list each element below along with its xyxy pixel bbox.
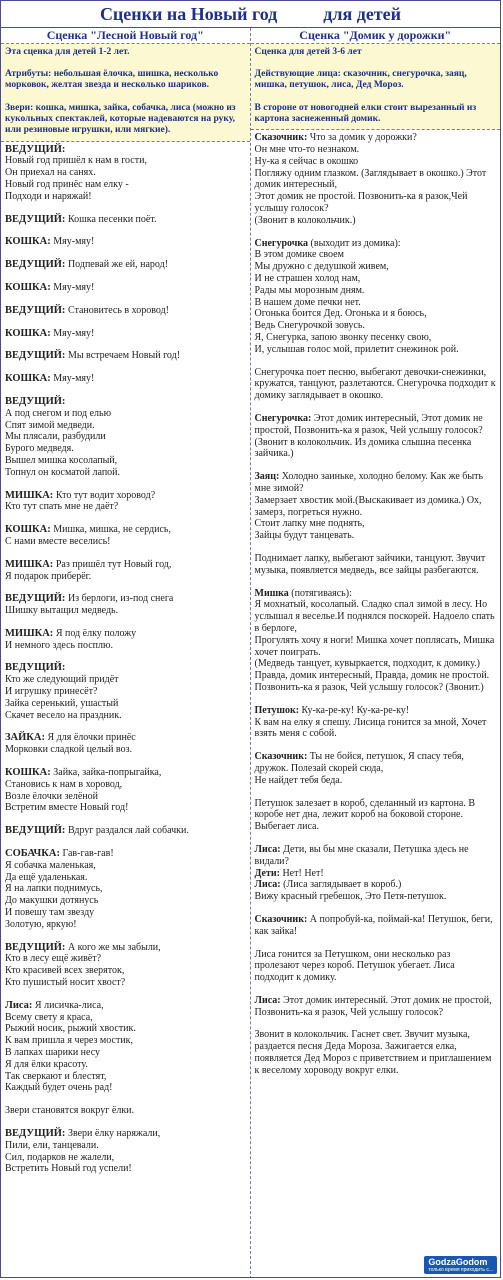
dialogue-line — [5, 1128, 246, 1140]
speaker-name: ВЕДУЩИЙ: — [5, 1127, 66, 1139]
verse-line: Рыжий носик, рыжий хвостик. — [5, 1023, 136, 1035]
verse-line: (Медведь танцует, кувыркается, подходит, к домику.) Правда, домик интересный, Правда, домик не простой. Позвонить-ка я разок, Чей услышу голосок? (Звонит.) — [254, 658, 490, 693]
verse-line: Не найдет тебя беда. — [254, 774, 343, 786]
dialogue-line — [255, 413, 497, 460]
speech-text: Мяу-мяу! — [53, 281, 95, 293]
dialogue-line — [255, 914, 497, 938]
speaker-name: Лиса: — [254, 994, 281, 1006]
speaker-name: Заяц: — [254, 471, 280, 483]
page-title-text: Сценки на Новый год — [99, 3, 278, 24]
dialogue-block — [255, 751, 497, 786]
verse-line: Я, Снегурка, запою звонку песенку свою, — [254, 332, 432, 344]
speech-text: (Лиса заглядывает в короб.) — [283, 879, 402, 891]
speech-text: Холодно заиньке, холодно белому. Как же быть мне зимой? — [254, 471, 484, 494]
verse-line: К вам пришла я через мостик, — [5, 1035, 134, 1047]
dialogue-line — [255, 868, 497, 880]
dialogue-block — [5, 593, 246, 617]
speech-text: Гав-гав-гав! — [62, 848, 114, 860]
dialogue-block — [5, 524, 246, 548]
verse-line: Новый год пришёл к нам в гости, — [5, 155, 147, 167]
speaker-name: Сказочник: — [254, 913, 308, 925]
dialogue-line — [5, 1000, 246, 1012]
dialogue-line — [5, 214, 246, 226]
dialogue-line — [255, 995, 497, 1019]
verse-line: Встретить Новый год успели! — [5, 1163, 132, 1175]
intro-paragraph: Звери: кошка, мишка, зайка, собачка, лиса (можно из кукольных спектаклей, которые надеваются на руку, или резиновые игрушки, или мягкие). — [5, 102, 236, 136]
speech-text: Поднимает лапку, выбегают зайчики, танцуют. Звучит музыка, появляется медведь, все зайцы разбегаются. — [254, 552, 486, 576]
speaker-name: Снегурочка — [254, 237, 309, 249]
verse-line: Стоит лапку мне поднять, — [254, 518, 365, 530]
dialogue-line — [5, 848, 246, 860]
dialogue-block — [5, 328, 246, 340]
speech-text: Из берлоги, из-под снега — [67, 593, 174, 605]
left-script — [1, 142, 250, 1189]
dialogue-block — [255, 413, 497, 460]
dialogue-block — [255, 238, 497, 356]
dialogue-block — [5, 350, 246, 362]
right-column-heading: Сценка "Домик у дорожки" — [251, 28, 501, 44]
dialogue-block — [5, 767, 246, 814]
speech-text: Петушок залезает в короб, сделанный из картона. В коробе нет дна, лежит короб на боковой стороне. Выбегает лиса. — [254, 797, 476, 833]
verse-line: Я на лапки поднимусь, — [5, 883, 103, 895]
verse-line: Спят зимой медведи. — [5, 419, 95, 431]
verse-line: К вам на елку я спешу. Лисица гонится за мной, Хочет взять меня с собой. — [254, 716, 487, 740]
verse-line: Кто пушистый носит хвост? — [5, 977, 126, 989]
speech-text: А попробуй-ка, поймай-ка! Петушок, беги, как зайка! — [254, 913, 493, 937]
verse-line: Так сверкают и блестят, — [5, 1070, 107, 1082]
verse-line: (Звонит в колокольчик.) — [254, 214, 356, 226]
verse-line: И немного здесь посплю. — [5, 639, 113, 651]
columns — [1, 28, 500, 1278]
dialogue-line — [5, 767, 246, 779]
speaker-name: ВЕДУЩИЙ: — [5, 143, 66, 155]
speaker-name: ВЕДУЩИЙ: — [5, 259, 66, 271]
speech-text: Мяу-мяу! — [53, 373, 95, 385]
page-title — [1, 1, 500, 28]
right-column — [251, 28, 501, 1278]
speaker-name: КОШКА: — [5, 524, 51, 536]
verse-line: Кто красивей всех зверяток, — [5, 965, 125, 977]
dialogue-line — [5, 259, 246, 271]
speech-text: Мяу-мяу! — [53, 236, 95, 248]
speaker-name: Дети: — [254, 867, 280, 879]
intro-paragraph: Действующие лица: сказочник, снегурочка, заяц, мишка, петушок, лиса, Дед Мороз. — [254, 69, 467, 91]
dialogue-line — [255, 238, 497, 250]
speech-text: Кто тут водит хоровод? — [55, 489, 156, 501]
dialogue-block — [5, 628, 246, 652]
verse-line: Золотую, яркую! — [5, 918, 77, 930]
dialogue-block — [5, 1105, 246, 1117]
speaker-name: Лиса: — [254, 879, 281, 891]
dialogue-line — [5, 732, 246, 744]
verse-line: И игрушку принесёт? — [5, 686, 98, 698]
verse-line: Рады мы морозным дням. — [254, 284, 365, 296]
speech-text: Мишка, мишка, не сердись, — [53, 524, 171, 536]
speaker-name: ВЕДУЩИЙ: — [5, 825, 66, 837]
dialogue-block — [5, 1128, 246, 1175]
speech-text: Становитесь в хоровод! — [67, 304, 170, 316]
verse-line: Вышел мишка косолапый, — [5, 454, 118, 466]
verse-line: Ну-ка я сейчас в окошко — [254, 155, 359, 167]
dialogue-line — [5, 144, 246, 156]
speaker-name: Снегурочка: — [254, 413, 312, 425]
dialogue-block — [255, 995, 497, 1019]
dialogue-block — [255, 132, 497, 226]
verse-line: Каждый будет очень рад! — [5, 1082, 113, 1094]
dialogue-block — [5, 282, 246, 294]
dialogue-block — [255, 914, 497, 938]
speaker-name: Сказочник: — [254, 132, 308, 144]
speaker-name: Лиса: — [5, 999, 33, 1011]
dialogue-block — [255, 798, 497, 833]
dialogue-block — [255, 705, 497, 740]
dialogue-line — [5, 305, 246, 317]
verse-line: В нашем доме печки нет. — [254, 296, 361, 308]
verse-line: Мы дружно с дедушкой живем, — [254, 261, 389, 273]
verse-line: Сил, подарков не жалели, — [5, 1151, 115, 1163]
dialogue-line — [5, 328, 246, 340]
speaker-name: КОШКА: — [5, 327, 51, 339]
dialogue-line — [255, 367, 497, 402]
verse-line: Ведь Снегурочкой зовусь. — [254, 320, 365, 332]
dialogue-block — [255, 588, 497, 694]
speech-text: Этот домик интересный. Этот домик не простой, Позвонить-ка я разок, Чей услышу голосок? — [254, 994, 492, 1018]
verse-line: Новый год принёс нам елку - — [5, 178, 129, 190]
speaker-name: КОШКА: — [5, 767, 51, 779]
speech-text: Нет! Нет! — [282, 867, 324, 879]
speech-text: Этот домик интересный, Этот домик не простой, Позвонить-ка я разок, Чей услышу голосок? (Звонит в колокольчик. Из домика слышна песенка зайчика.) — [254, 413, 483, 460]
verse-line: Бурого медведя. — [5, 443, 74, 455]
verse-line: Вижу красный гребешок, Это Петя-петушок. — [254, 891, 447, 903]
dialogue-line — [255, 949, 497, 984]
left-column — [1, 28, 251, 1278]
dialogue-line — [5, 628, 246, 640]
verse-line: В лапках шарики несу — [5, 1047, 101, 1058]
dialogue-line — [5, 559, 246, 571]
dialogue-line — [5, 373, 246, 385]
intro-paragraph: В стороне от новогодней елки стоит вырезанный из картона заснеженный домик. — [254, 102, 477, 124]
dialogue-line — [5, 236, 246, 248]
verse-line: Замерзает хвостик мой.(Выскакивает из домика.) Ох, замерз, погреться нужно. — [254, 494, 482, 518]
verse-line: Подходи и наряжай! — [5, 190, 92, 202]
dialogue-block — [255, 949, 497, 984]
verse-line: Морковки сладкой целый воз. — [5, 744, 133, 756]
left-intro-box — [1, 44, 250, 142]
speaker-name: ВЕДУЩИЙ: — [5, 662, 66, 674]
speaker-name: КОШКА: — [5, 236, 51, 248]
verse-line: Этот домик не простой. Позвонить-ка я разок,Чей услышу голосок? — [254, 191, 468, 215]
dialogue-line — [5, 593, 246, 605]
verse-line: До макушки дотянусь — [5, 895, 99, 907]
dialogue-line — [255, 798, 497, 833]
dialogue-block — [5, 559, 246, 583]
speaker-name: Сказочник: — [254, 751, 308, 763]
speech-text: Ку-ка-ре-ку! Ку-ка-ре-ку! — [301, 704, 410, 716]
dialogue-block — [255, 553, 497, 577]
speech-text: Мы встречаем Новый год! — [67, 350, 181, 362]
dialogue-line — [255, 132, 497, 144]
dialogue-line — [5, 396, 246, 408]
intro-paragraph: Эта сценка для детей 1-2 лет. — [5, 46, 130, 57]
speaker-name: СОБАЧКА: — [5, 848, 60, 860]
speaker-name: КОШКА: — [5, 281, 51, 293]
site-logo-subtext: только время приходить с... — [428, 1267, 493, 1273]
speech-text: Раз пришёл тут Новый год, — [55, 558, 172, 570]
speech-text: Ты не бойся, петушок, Я спасу тебя, дружок. Полезай скорей сюда, — [254, 751, 464, 774]
dialogue-line — [5, 490, 246, 502]
verse-line: И, услышав голос мой, прилетит снежинок рой. — [254, 343, 459, 355]
speech-text: Подпевай же ей, народ! — [67, 259, 169, 271]
intro-paragraph: Сценка для детей 3-6 лет — [254, 46, 362, 57]
dialogue-line — [5, 825, 246, 837]
dialogue-block — [255, 844, 497, 903]
verse-line: Кто тут спать мне не даёт? — [5, 501, 119, 513]
verse-line: Он мне что-то незнаком. — [254, 144, 360, 156]
verse-line: Становись к нам в хоровод, — [5, 778, 123, 790]
speaker-name: ЗАЙКА: — [5, 732, 45, 744]
speaker-name: МИШКА: — [5, 627, 54, 639]
dialogue-line — [5, 350, 246, 362]
speaker-name: ВЕДУЩИЙ: — [5, 941, 66, 953]
dialogue-line — [5, 282, 246, 294]
dialogue-line — [255, 879, 497, 891]
speech-text: Зайка, зайка-попрыгайка, — [53, 767, 162, 779]
dialogue-line — [255, 471, 497, 495]
speaker-name: ВЕДУЩИЙ: — [5, 213, 66, 225]
speaker-name: ВЕДУЩИЙ: — [5, 593, 66, 605]
speech-text: Я под ёлку положу — [55, 627, 137, 639]
left-column-heading: Сценка "Лесной Новый год" — [1, 28, 250, 44]
verse-line: Шишку вытащил медведь. — [5, 605, 119, 617]
speech-text: Звери ёлку наряжали, — [67, 1127, 161, 1139]
dialogue-block — [5, 305, 246, 317]
verse-line: Да ещё удаленькая. — [5, 871, 88, 883]
dialogue-block — [5, 144, 246, 203]
dialogue-block — [5, 396, 246, 479]
dialogue-block — [5, 214, 246, 226]
dialogue-line — [5, 524, 246, 536]
verse-line: Прогулять хочу я ноги! Мишка хочет поплясать, Мишка хочет поиграть. — [254, 634, 495, 658]
speech-text: Я для ёлочки принёс — [47, 732, 136, 744]
right-script — [251, 130, 501, 1089]
intro-paragraph: Атрибуты: небольшая ёлочка, шишка, несколько морковок, желтая звезда и несколько шариков. — [5, 69, 219, 91]
dialogue-block — [5, 732, 246, 756]
verse-line: Топнул он косматой лапой. — [5, 466, 121, 478]
page-title-suffix: для детей — [323, 3, 402, 24]
verse-line: Зайка серенький, ушастый — [5, 697, 119, 709]
speech-text: Звонит в колокольчик. Гаснет свет. Звучит музыка, раздается песня Деда Мороза. Зажигается елка, появляется Дед Мороз с приветствием и приглашением к веселому хороводу вокруг елки. — [254, 1029, 492, 1076]
verse-line: Он приехал на санях. — [5, 167, 96, 179]
verse-line: Возле ёлочки зелёной — [5, 790, 98, 802]
dialogue-line — [5, 1105, 246, 1117]
speech-text: (выходит из домика): — [310, 237, 401, 249]
dialogue-block — [255, 367, 497, 402]
speaker-name: МИШКА: — [5, 489, 54, 501]
verse-line: Всему свету я краса, — [5, 1011, 93, 1023]
speaker-name: ВЕДУЩИЙ: — [5, 350, 66, 362]
dialogue-block — [5, 490, 246, 514]
dialogue-line — [255, 1029, 497, 1076]
speech-text: Что за домик у дорожки? — [309, 132, 417, 144]
dialogue-block — [5, 1000, 246, 1094]
speaker-name: Петушок: — [254, 704, 300, 716]
site-logo-text: GodzaGodom — [428, 1257, 488, 1267]
verse-line: Я подарок приберёг. — [5, 570, 92, 582]
speech-text: Лиса гонится за Петушком, они несколько раз пролезают через короб. Петушок убегает. Лиса подходит к домику. — [254, 948, 455, 984]
verse-line: Зайцы будут танцевать. — [254, 530, 355, 542]
speech-text: Вдруг раздался лай собачки. — [67, 825, 189, 837]
speaker-name: ВЕДУЩИЙ: — [5, 395, 66, 407]
speaker-name: ВЕДУЩИЙ: — [5, 304, 66, 316]
site-logo[interactable] — [424, 1256, 497, 1274]
verse-line: Скачет весело на праздник. — [5, 709, 122, 721]
right-intro-box — [251, 44, 501, 130]
dialogue-line — [255, 705, 497, 717]
verse-line: Кто же следующий придёт — [5, 674, 119, 686]
dialogue-line — [255, 588, 497, 600]
dialogue-line — [255, 751, 497, 775]
speaker-name: Мишка — [254, 587, 289, 599]
dialogue-block — [255, 1029, 497, 1076]
verse-line: Погляжу одним глазком. (Заглядывает в окошко.) Этот домик интересный, — [254, 167, 487, 191]
dialogue-line — [5, 662, 246, 674]
dialogue-block — [5, 373, 246, 385]
speech-text: Снегурочка поет песню, выбегают девочки-снежинки, кружатся, танцуют, разлетаются. Снегурочка подходит к домику заглядывает в окошко. — [254, 366, 496, 402]
dialogue-line — [255, 553, 497, 577]
verse-line: Я собачка маленькая, — [5, 859, 96, 871]
verse-line: И не страшен холод нам, — [254, 273, 361, 285]
verse-line: Я мохнатый, косолапый. Сладко спал зимой в лесу. Но услышал я веселье.И поднялся поскорей. Надоело спать в берлоге, — [254, 599, 495, 634]
dialogue-block — [5, 662, 246, 721]
verse-line: Огонька боится Дед. Огонька и я боюсь, — [254, 308, 427, 320]
verse-line: Кто в лесу ещё живёт? — [5, 953, 102, 965]
speaker-name: КОШКА: — [5, 373, 51, 385]
speech-text: Дети, вы бы мне сказали, Петушка здесь не видали? — [254, 843, 469, 867]
verse-line: И повешу там звезду — [5, 907, 95, 919]
speech-text: Звери становятся вокруг ёлки. — [5, 1105, 135, 1117]
dialogue-block — [5, 259, 246, 271]
verse-line: А под снегом и под елью — [5, 407, 112, 419]
dialogue-block — [5, 825, 246, 837]
dialogue-line — [5, 942, 246, 954]
speech-text: Я лисичка-лиса, — [34, 999, 104, 1011]
dialogue-block — [255, 471, 497, 542]
verse-line: С нами вместе веселись! — [5, 535, 111, 547]
dialogue-block — [5, 236, 246, 248]
speech-text: Кошка песенки поёт. — [67, 213, 157, 225]
verse-line: Я для ёлки красоту. — [5, 1058, 88, 1070]
verse-line: Пили, ели, танцевали. — [5, 1139, 99, 1151]
speech-text: Мяу-мяу! — [53, 327, 95, 339]
verse-line: Мы плясали, разбудили — [5, 431, 106, 443]
speech-text: (потягиваясь): — [291, 587, 352, 599]
dialogue-block — [5, 848, 246, 931]
speaker-name: Лиса: — [254, 843, 281, 855]
speech-text: А кого же мы забыли, — [67, 941, 161, 953]
verse-line: В этом домике своем — [254, 249, 344, 261]
speaker-name: МИШКА: — [5, 558, 54, 570]
dialogue-block — [5, 942, 246, 989]
verse-line: Встретим вместе Новый год! — [5, 802, 129, 814]
dialogue-line — [255, 844, 497, 868]
